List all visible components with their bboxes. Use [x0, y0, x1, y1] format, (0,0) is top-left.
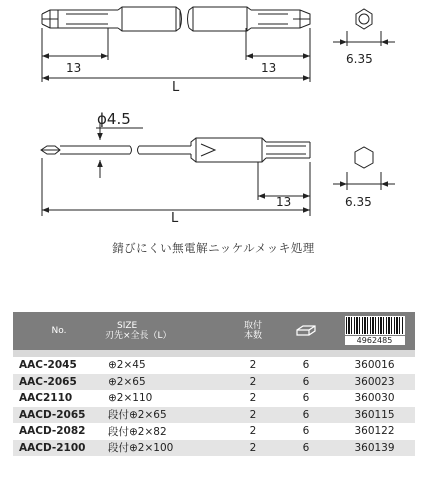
stepped-bit [41, 138, 310, 162]
row-qty: 2 [249, 375, 257, 388]
table-row [13, 407, 415, 424]
spec-table [13, 312, 415, 456]
double-ended-bit [42, 7, 310, 31]
table-row [13, 423, 415, 440]
row-code: 360115 [354, 408, 395, 421]
row-size: 段付⊕2×100 [108, 442, 174, 455]
row-size: 段付⊕2×82 [108, 425, 167, 438]
row-no: AAC-2065 [19, 375, 77, 388]
table-row [13, 357, 415, 374]
technical-drawing [0, 0, 427, 240]
package-icon [295, 323, 317, 340]
row-pack: 6 [302, 359, 310, 372]
row-qty: 2 [249, 408, 257, 421]
hex-size-top: 6.35 [346, 52, 373, 66]
dim-total-L-top: L [172, 80, 180, 95]
col-size: SIZE 刃先×全長（L） [105, 321, 172, 341]
diameter-label: ϕ4.5 [97, 110, 131, 128]
dim-right-13: 13 [261, 61, 277, 75]
row-pack: 6 [302, 425, 310, 438]
row-qty: 2 [249, 425, 257, 438]
row-pack: 6 [302, 408, 310, 421]
barcode-number: 4962485 [345, 336, 405, 345]
table-row [13, 374, 415, 391]
row-size: ⊕2×45 [108, 359, 146, 372]
dim-right-13-bottom: 13 [276, 195, 292, 209]
row-pack: 6 [302, 392, 310, 405]
row-code: 360139 [354, 441, 395, 454]
caption: 錆びにくい無電解ニッケルメッキ処理 [112, 241, 315, 255]
table-row [13, 390, 415, 407]
row-code: 360030 [354, 392, 395, 405]
row-no: AACD-2082 [19, 425, 86, 438]
row-pack: 6 [302, 375, 310, 388]
col-no: No. [51, 326, 67, 336]
row-no: AACD-2065 [19, 408, 86, 421]
row-size: 段付⊕2×65 [108, 409, 167, 422]
row-no: AAC2110 [19, 392, 73, 405]
row-pack: 6 [302, 441, 310, 454]
row-qty: 2 [249, 359, 257, 372]
col-pack [278, 312, 334, 350]
row-size: ⊕2×110 [108, 392, 153, 405]
col-qty: 取付 本数 [243, 321, 262, 341]
table-row [13, 440, 415, 457]
dim-total-L-bottom: L [171, 211, 179, 226]
row-code: 360122 [354, 425, 395, 438]
row-size: ⊕2×65 [108, 375, 146, 388]
row-no: AACD-2100 [19, 441, 86, 454]
hex-end-view-top [347, 9, 381, 46]
table-header [13, 312, 415, 350]
col-code [334, 312, 415, 350]
row-qty: 2 [249, 392, 257, 405]
row-qty: 2 [249, 441, 257, 454]
row-code: 360016 [354, 359, 395, 372]
hex-size-bottom: 6.35 [345, 195, 372, 209]
row-no: AAC-2045 [19, 359, 77, 372]
dim-left-13: 13 [66, 61, 82, 75]
row-code: 360023 [354, 375, 395, 388]
barcode-icon [345, 316, 405, 345]
